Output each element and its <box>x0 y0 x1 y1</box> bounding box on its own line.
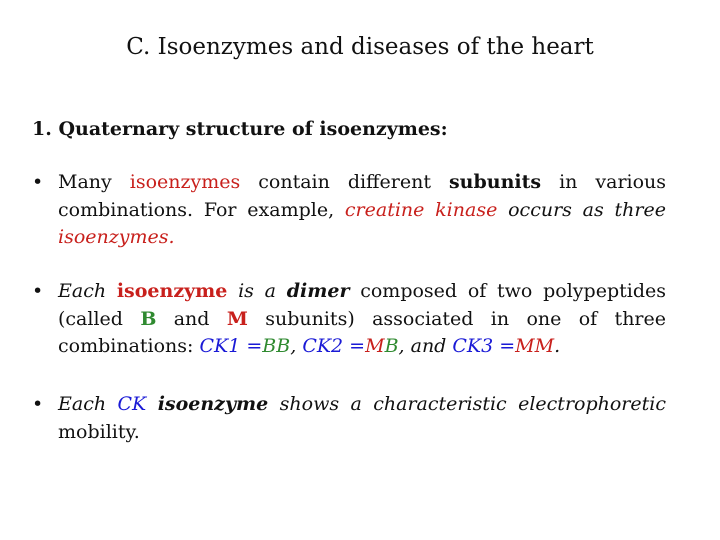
term-isoenzymes: isoenzymes. <box>58 226 175 248</box>
bullet-icon: • <box>32 393 44 415</box>
text: mobility. <box>58 420 140 443</box>
bullet-paragraph-2 <box>32 278 666 361</box>
term-creatine-kinase: creatine kinase <box>344 198 498 221</box>
text: , and <box>398 335 447 357</box>
subunit-mm: MM <box>515 335 555 357</box>
bullet-icon: • <box>32 280 44 302</box>
ck1-label: CK1 = <box>199 335 263 357</box>
text: shows a characteristic electrophoretic <box>279 393 666 415</box>
term-dimer: dimer <box>286 280 350 302</box>
text: composed of two polypeptides (called <box>58 280 666 330</box>
text: Many <box>58 171 112 193</box>
text: in various combinations. For example, <box>58 171 667 221</box>
subunit-m: M <box>365 335 385 357</box>
ck2-label: CK2 = <box>302 335 366 357</box>
term-isoenzyme: isoenzyme <box>157 393 269 415</box>
term-subunits: subunits <box>448 171 542 193</box>
bullet-paragraph-1 <box>32 169 666 252</box>
term-ck: CK <box>117 393 147 415</box>
slide-title: C. Isoenzymes and diseases of the heart <box>126 34 594 60</box>
subunit-m: M <box>226 307 248 330</box>
text: . <box>554 335 561 357</box>
subunit-b: B <box>140 307 157 330</box>
term-isoenzymes: isoenzymes <box>129 171 241 193</box>
text: subunits) associated in one of three combinations: <box>58 307 666 357</box>
ck3-label: CK3 = <box>452 335 516 357</box>
text: occurs as three <box>508 198 666 221</box>
bullet-icon: • <box>32 171 44 193</box>
subunit-b: B <box>384 335 399 357</box>
text: contain different <box>258 171 431 193</box>
text: , <box>290 335 297 357</box>
subunit-b: B <box>262 335 277 357</box>
term-isoenzyme: isoenzyme <box>116 280 228 302</box>
text: is a <box>238 280 276 302</box>
text: Each <box>58 280 107 302</box>
subunit-b: B <box>276 335 291 357</box>
bullet-paragraph-3 <box>32 391 666 446</box>
text: Each <box>58 393 107 415</box>
section-heading: 1. Quaternary structure of isoenzymes: <box>32 118 448 140</box>
text: and <box>173 307 210 330</box>
